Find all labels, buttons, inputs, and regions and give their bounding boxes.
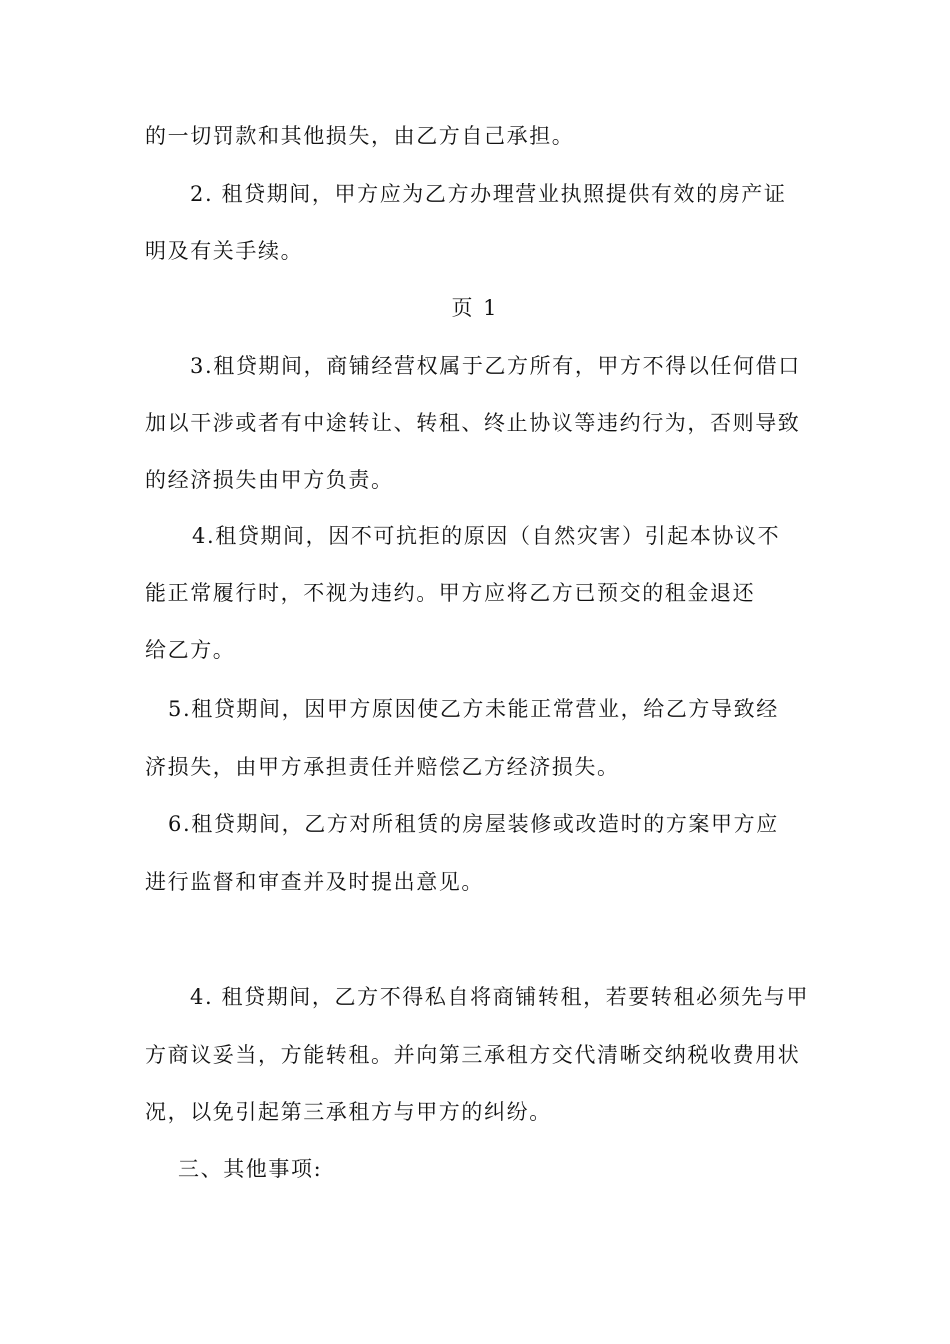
clause-5-line-1: 5.租贷期间，因甲方原因使乙方未能正常营业，给乙方导致经 xyxy=(168,697,779,721)
clause-4b-line-1: 4. 租贷期间，乙方不得私自将商铺转租，若要转租必须先与甲 xyxy=(190,985,810,1009)
paragraph-line-1: 的一切罚款和其他损失，由乙方自己承担。 xyxy=(145,124,575,148)
clause-2-line-2: 明及有关手续。 xyxy=(145,239,304,263)
clause-4-line-1: 4.租贷期间，因不可抗拒的原因（自然灾害）引起本协议不 xyxy=(192,524,781,548)
clause-6-line-1: 6.租贷期间，乙方对所租赁的房屋装修或改造时的方案甲方应 xyxy=(168,812,779,836)
clause-4-line-3: 给乙方。 xyxy=(145,638,236,662)
clause-6-line-2: 进行监督和审查并及时提出意见。 xyxy=(145,870,484,894)
clause-3-line-2: 加以干涉或者有中途转让、转租、终止协议等违约行为，否则导致 xyxy=(145,411,801,435)
clause-4-line-2: 能正常履行时，不视为违约。甲方应将乙方已预交的租金退还 xyxy=(145,581,756,605)
clause-3-line-3: 的经济损失由甲方负责。 xyxy=(145,468,394,492)
clause-4b-line-3: 况，以免引起第三承租方与甲方的纠纷。 xyxy=(145,1100,552,1124)
section-heading-other-matters: 三、其他事项: xyxy=(178,1157,323,1181)
clause-2-line-1: 2. 租贷期间，甲方应为乙方办理营业执照提供有效的房产证 xyxy=(190,182,787,206)
clause-4b-line-2: 方商议妥当，方能转租。并向第三承租方交代清晰交纳税收费用状 xyxy=(145,1043,801,1067)
clause-3-line-1: 3.租贷期间，商铺经营权属于乙方所有，甲方不得以任何借口 xyxy=(190,354,801,378)
page-number: 页 1 xyxy=(451,296,499,320)
clause-5-line-2: 济损失，由甲方承担责任并赔偿乙方经济损失。 xyxy=(145,755,620,779)
